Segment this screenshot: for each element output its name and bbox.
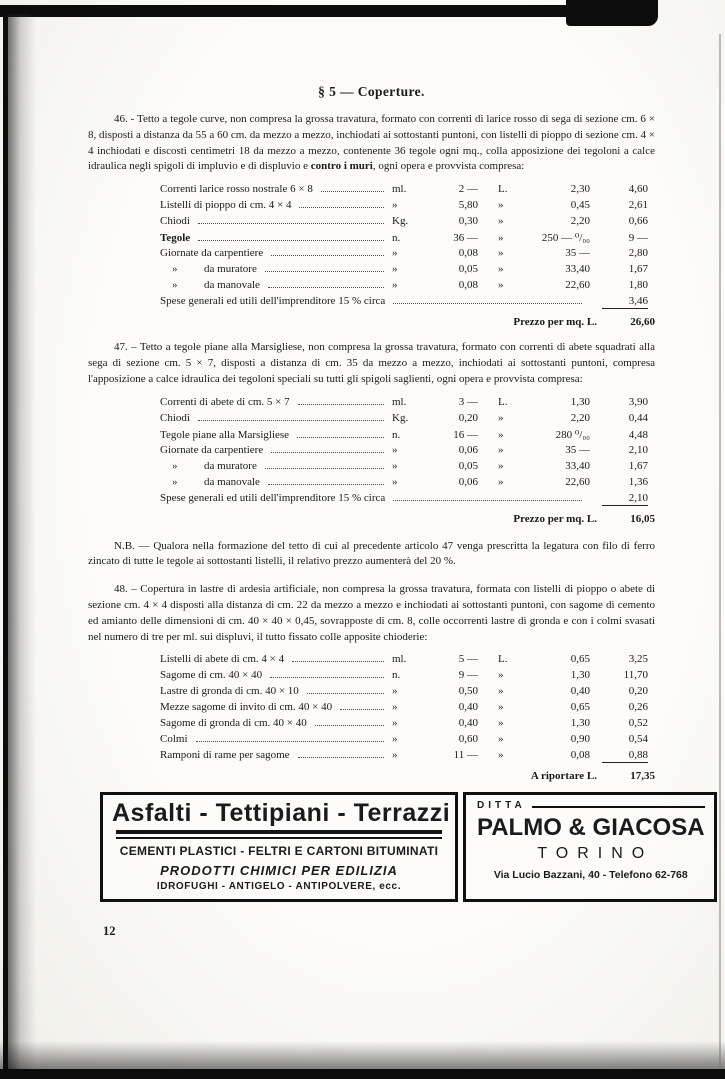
page-edge-right: [719, 34, 721, 1067]
row-currency: »: [498, 459, 504, 472]
article-paragraph: [88, 112, 655, 175]
row-unit: »: [392, 443, 398, 456]
table-row: [160, 279, 648, 295]
table-row: [160, 669, 648, 685]
row-unit-price: 1,30: [570, 669, 590, 682]
ditto-mark: »: [172, 279, 178, 292]
ditta-rule-line: [532, 806, 705, 808]
leader-dots: [393, 303, 582, 304]
row-unit-price: 250 — ⁰/₀₀: [541, 232, 590, 245]
row-label: Mezze sagome di invito di cm. 40 × 40: [160, 701, 333, 714]
row-amount: 3,46: [602, 295, 648, 309]
row-currency: »: [498, 685, 504, 698]
row-quantity: 0,50: [458, 685, 478, 698]
row-label: da manovale: [204, 475, 260, 488]
row-unit-price: 2,30: [570, 183, 590, 196]
row-unit-price: 33,40: [565, 459, 590, 472]
table-row: [160, 183, 648, 199]
row-currency: »: [498, 411, 504, 424]
page-number: 12: [103, 924, 116, 939]
table-row: [160, 476, 648, 492]
row-amount: 2,61: [628, 199, 648, 212]
leader-dots: [307, 693, 384, 694]
scan-shadow-bottom: [0, 1041, 725, 1069]
row-unit-price: 35 —: [565, 443, 590, 456]
row-amount: 0,52: [628, 717, 648, 730]
row-unit: »: [392, 701, 398, 714]
row-currency: »: [498, 232, 504, 245]
table-row: [160, 444, 648, 460]
total-value: 17,35: [630, 770, 655, 783]
row-unit-price: 35 —: [565, 247, 590, 260]
table-row: [160, 215, 648, 231]
row-quantity: 2 —: [458, 183, 478, 196]
row-unit-price: 0,65: [570, 701, 590, 714]
leader-dots: [198, 223, 384, 224]
leader-dots: [198, 420, 384, 421]
cost-table: [160, 183, 648, 311]
row-unit-price: 33,40: [565, 263, 590, 276]
table-row: [160, 199, 648, 215]
row-unit: n.: [392, 669, 401, 682]
row-amount: 0,66: [628, 215, 648, 228]
total-value: 26,60: [630, 316, 655, 329]
row-currency: »: [498, 733, 504, 746]
row-quantity: 0,60: [458, 733, 478, 746]
leader-dots: [297, 437, 384, 438]
row-currency: »: [498, 749, 504, 762]
table-total-row: [88, 316, 655, 328]
row-unit: ml.: [392, 653, 407, 666]
row-amount: 9 —: [628, 232, 648, 245]
row-amount: 4,60: [628, 183, 648, 196]
row-amount: 1,67: [628, 459, 648, 472]
row-unit: »: [392, 199, 398, 212]
leader-dots: [298, 404, 384, 405]
row-quantity: 0,08: [458, 279, 478, 292]
ad-palmo-giacosa-box: [463, 792, 717, 902]
row-amount: 0,54: [628, 733, 648, 746]
row-label: Giornate da carpentiere: [160, 247, 264, 260]
article-48: [88, 582, 655, 782]
row-unit-price: 2,20: [570, 215, 590, 228]
total-value: 16,05: [630, 512, 655, 525]
row-amount: 0,26: [628, 701, 648, 714]
leader-dots: [292, 661, 384, 662]
paragraph-text: , ogni opera e provvista compresa:: [372, 160, 525, 173]
row-unit-price: 2,20: [570, 411, 590, 424]
leader-dots: [271, 452, 384, 453]
leader-dots: [271, 255, 384, 256]
row-label: Tegole piane alla Marsigliese: [160, 428, 290, 441]
row-quantity: 0,06: [458, 475, 478, 488]
row-currency: »: [498, 215, 504, 228]
ad-asfalti-title: Asfalti - Tettipiani - Terrazzi: [112, 799, 451, 828]
cost-table: [160, 396, 648, 508]
paragraph-text: N.B. — Qualora nella formazione del tetto di cui al precedente articolo 47 venga prescritta la legatura con filo di ferro zincato di tutte le tegole ai sottostanti listelli, il relativo prezzo aumenterà del 20 %.: [88, 539, 655, 568]
row-currency: »: [498, 475, 504, 488]
row-label: Lastre di gronda di cm. 40 × 10: [160, 685, 299, 698]
row-quantity: 3 —: [458, 395, 478, 408]
row-label: da manovale: [204, 279, 260, 292]
row-label: Ramponi di rame per sagome: [160, 749, 290, 762]
row-label: Giornate da carpentiere: [160, 443, 264, 456]
row-unit: »: [392, 733, 398, 746]
table-row: [160, 653, 648, 669]
row-unit-price: 280 ⁰/₀₀: [555, 428, 590, 441]
article-paragraph: [88, 582, 655, 645]
note-nb: [88, 539, 655, 571]
paragraph-text: 47. – Tetto a tegole piane alla Marsigliese, non compresa la grossa travatura, formato con correnti di abete squadrati alla sega di sezione cm. 5 × 7, disposti a distanza di cm. 35 da mezzo a mezzo, inchiodati ai sottostanti puntoni, compresa l'apposizione a calce idraulica dei tegoloni speciali su tutti gli spigoli saglienti, ogni opera e provvista compresa:: [88, 341, 655, 385]
total-label: A riportare L.: [530, 770, 597, 783]
leader-dots: [340, 709, 384, 710]
leader-dots: [265, 468, 384, 469]
ad-company-name: PALMO & GIACOSA: [477, 814, 705, 842]
row-amount: 0,20: [628, 685, 648, 698]
article-paragraph: [88, 539, 655, 571]
row-quantity: 0,40: [458, 701, 478, 714]
row-unit: »: [392, 717, 398, 730]
row-amount: 1,36: [628, 475, 648, 488]
articles: [88, 112, 655, 782]
row-unit: n.: [392, 428, 401, 441]
row-unit-price: 1,30: [570, 395, 590, 408]
table-row: [160, 701, 648, 717]
table-row: [160, 231, 648, 247]
ad-divider-rule: [116, 830, 442, 839]
table-row: [160, 717, 648, 733]
row-currency: »: [498, 263, 504, 276]
paragraph-text: contro i muri: [310, 160, 373, 173]
row-quantity: 0,05: [458, 263, 478, 276]
row-label: Spese generali ed utili dell'imprenditore 15 % circa: [160, 295, 386, 308]
row-label: Chiodi: [160, 215, 190, 228]
total-label: Prezzo per mq. L.: [513, 316, 597, 329]
leader-dots: [270, 677, 384, 678]
row-quantity: 0,06: [458, 443, 478, 456]
row-unit-price: 0,90: [570, 733, 590, 746]
scan-edge-top: [0, 5, 566, 17]
table-row: [160, 396, 648, 412]
leader-dots: [321, 191, 384, 192]
leader-dots: [265, 271, 384, 272]
row-quantity: 5 —: [458, 653, 478, 666]
leader-dots: [299, 207, 384, 208]
row-label: Correnti larice rosso nostrale 6 × 8: [160, 183, 313, 196]
row-unit: »: [392, 685, 398, 698]
row-currency: L.: [498, 653, 508, 666]
row-currency: »: [498, 428, 504, 441]
row-unit-price: 0,65: [570, 653, 590, 666]
row-quantity: 36 —: [453, 232, 478, 245]
row-amount: 3,25: [628, 653, 648, 666]
table-row: [160, 412, 648, 428]
row-label: Tegole: [160, 232, 191, 245]
row-amount: 3,90: [628, 395, 648, 408]
table-row: [160, 247, 648, 263]
row-unit: »: [392, 279, 398, 292]
ad-asfalti-products: CEMENTI PLASTICI - FELTRI E CARTONI BITUMINATI: [119, 843, 439, 858]
paragraph-text: 48. – Copertura in lastre di ardesia artificiale, non compresa la grossa travatura, formata con listelli di pioppo o abete di sezione cm. 4 × 4 disposti alla distanza di cm. 22 da mezzo a mezzo e inchiodati ai sottostanti puntoni, con sagome di cemento ed amianto delle dimensioni di cm. 40 × 40 × 0,45, sovrapposte di cm. 8, colle occorrenti lastre di gronda e con i colmi svasati nel numero di tre per ml. sui displuvi, il tutto fissato colle apposite chioderie:: [88, 583, 655, 643]
row-label: Correnti di abete di cm. 5 × 7: [160, 395, 290, 408]
row-label: da muratore: [204, 263, 257, 276]
row-unit: »: [392, 263, 398, 276]
row-unit: »: [392, 247, 398, 260]
row-unit-price: 0,40: [570, 685, 590, 698]
row-amount: 0,44: [628, 411, 648, 424]
article-47: [88, 340, 655, 524]
row-amount: 4,48: [628, 428, 648, 441]
row-label: Colmi: [160, 733, 188, 746]
table-row: [160, 749, 648, 765]
row-unit: »: [392, 749, 398, 762]
table-row: [160, 733, 648, 749]
section-title: § 5 — Coperture.: [318, 84, 425, 99]
row-quantity: 11 —: [453, 749, 478, 762]
book-gutter-shadow: [8, 14, 36, 1069]
row-amount: 2,10: [628, 443, 648, 456]
row-quantity: 0,30: [458, 215, 478, 228]
row-unit-price: 22,60: [565, 279, 590, 292]
row-quantity: 0,08: [458, 247, 478, 260]
leader-dots: [298, 757, 384, 758]
cost-table: [160, 653, 648, 765]
row-label: Listelli di abete di cm. 4 × 4: [160, 653, 285, 666]
ditto-mark: »: [172, 263, 178, 276]
advertisement-strip: [100, 792, 705, 902]
row-currency: »: [498, 701, 504, 714]
row-amount: 11,70: [623, 669, 648, 682]
row-currency: L.: [498, 395, 508, 408]
row-label: Chiodi: [160, 411, 190, 424]
leader-dots: [268, 287, 384, 288]
row-quantity: 16 —: [453, 428, 478, 441]
row-currency: »: [498, 443, 504, 456]
article-46: [88, 112, 655, 328]
table-total-row: [88, 770, 655, 782]
row-label: da muratore: [204, 459, 257, 472]
row-amount: 1,67: [628, 263, 648, 276]
table-row: [160, 460, 648, 476]
leader-dots: [268, 484, 384, 485]
row-unit: ml.: [392, 395, 407, 408]
row-label: Spese generali ed utili dell'imprenditore 15 % circa: [160, 491, 386, 504]
ad-company-address: Via Lucio Bazzani, 40 - Telefono 62-768: [493, 869, 688, 882]
row-unit: ml.: [392, 183, 407, 196]
row-unit-price: 0,45: [570, 199, 590, 212]
row-currency: »: [498, 717, 504, 730]
scan-edge-top-right: [566, 0, 658, 26]
row-amount: 1,80: [628, 279, 648, 292]
table-row: [160, 295, 648, 311]
row-unit: Kg.: [392, 215, 409, 228]
article-paragraph: [88, 340, 655, 387]
leader-dots: [198, 240, 384, 241]
leader-dots: [315, 725, 384, 726]
row-quantity: 0,20: [458, 411, 478, 424]
ad-asfalti-tagline: PRODOTTI CHIMICI PER EDILIZIA: [160, 862, 398, 878]
row-quantity: 0,05: [458, 459, 478, 472]
total-label: Prezzo per mq. L.: [513, 512, 597, 525]
row-unit: n.: [392, 232, 401, 245]
row-amount: 2,10: [602, 492, 648, 506]
row-currency: »: [498, 247, 504, 260]
row-amount: 2,80: [628, 247, 648, 260]
ditto-mark: »: [172, 459, 178, 472]
table-row: [160, 263, 648, 279]
table-total-row: [88, 513, 655, 525]
row-currency: »: [498, 669, 504, 682]
table-row: [160, 428, 648, 444]
ad-company-city: TORINO: [537, 845, 654, 863]
scan-edge-bottom: [0, 1069, 725, 1079]
ad-ditta-row: [477, 800, 705, 811]
ditto-mark: »: [172, 475, 178, 488]
ad-asfalti-box: [100, 792, 458, 902]
leader-dots: [196, 741, 384, 742]
row-amount: 0,88: [602, 749, 648, 763]
row-unit: »: [392, 459, 398, 472]
row-unit-price: 1,30: [570, 717, 590, 730]
row-label: Sagome di cm. 40 × 40: [160, 669, 263, 682]
row-unit-price: 0,08: [570, 749, 590, 762]
leader-dots: [393, 500, 582, 501]
table-row: [160, 492, 648, 508]
paragraph-text: 46. - Tetto a tegole curve, non compresa la grossa travatura, formato con correnti di larice rosso di sega di sezione cm. 6 × 8, disposti a distanza da 55 a 60 cm. da mezzo a mezzo, inchiodati ai sottostanti puntoni, con listelli di pioppo di sezione cm. 4 × 4 inchiodati e discosti centimetri 18 da mezzo a mezzo, contenente 36 tegole ogni mq., colla apposizione dei tegoloni a calce idraulica negli spigoli di impluvio e di displuvio e: [88, 113, 655, 173]
row-currency: »: [498, 199, 504, 212]
row-unit: »: [392, 475, 398, 488]
row-quantity: 9 —: [458, 669, 478, 682]
row-label: Sagome di gronda di cm. 40 × 40: [160, 717, 307, 730]
row-label: Listelli di pioppo di cm. 4 × 4: [160, 199, 292, 212]
row-unit: Kg.: [392, 411, 409, 424]
row-quantity: 0,40: [458, 717, 478, 730]
ad-ditta-label: DITTA: [477, 800, 526, 812]
row-currency: L.: [498, 183, 508, 196]
row-quantity: 5,80: [458, 199, 478, 212]
ad-asfalti-extra: IDROFUGHI - ANTIGELO - ANTIPOLVERE, ecc.: [156, 880, 402, 892]
table-row: [160, 685, 648, 701]
row-currency: »: [498, 279, 504, 292]
row-unit-price: 22,60: [565, 475, 590, 488]
